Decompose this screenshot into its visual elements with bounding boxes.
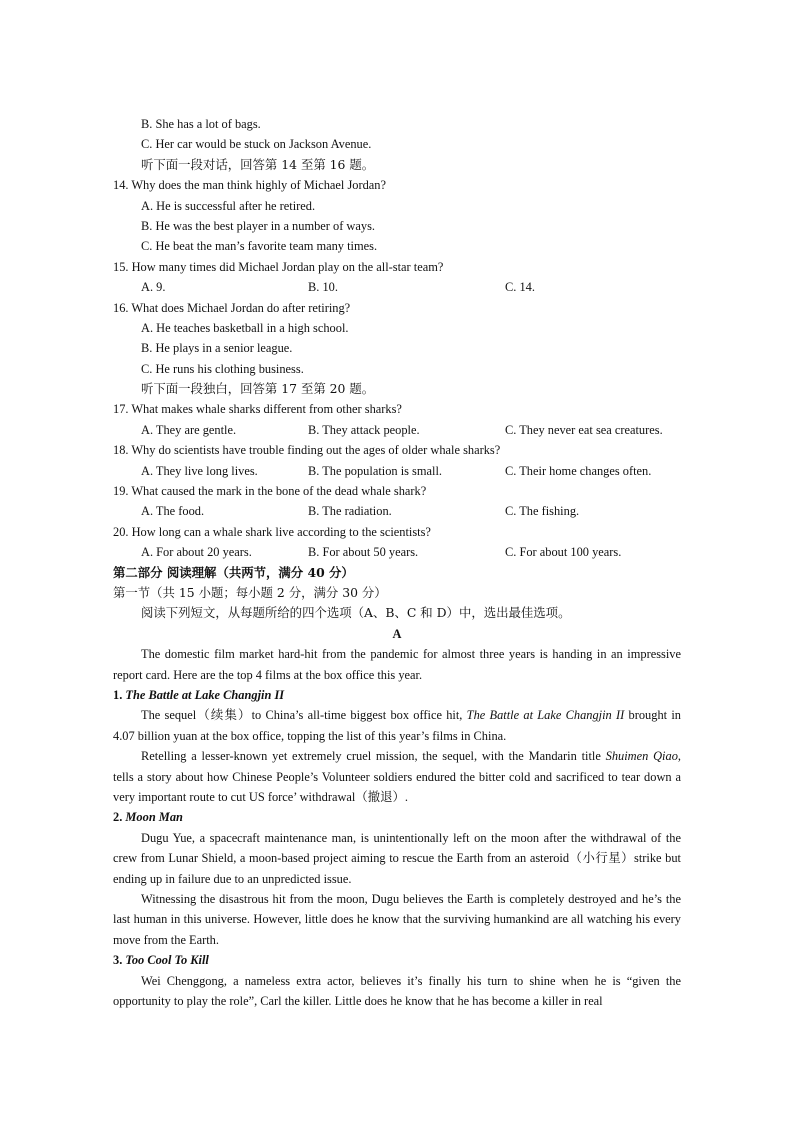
q20-option-b: B. For about 50 years. bbox=[308, 545, 419, 560]
film1-p2-text-b: , tells a story about how Chinese People’s Volunteer soldiers endured the bitter cold and sacrificed to tear down a very important route to cut US force’ withdrawal（撤退）. bbox=[113, 749, 681, 804]
film1-paragraph2 bbox=[113, 746, 681, 807]
q13-option-b: B. She has a lot of bags. bbox=[141, 117, 261, 131]
film1-p2-text-a: Retelling a lesser-known yet extremely cruel mission, the sequel, with the Mandarin title bbox=[141, 749, 606, 764]
film3-number: 3. bbox=[113, 953, 123, 968]
question-17-stem: 17. What makes whale sharks different from other sharks? bbox=[113, 402, 402, 417]
section1-title: 第一节（共 15 小题；每小题 2 分，满分 30 分） bbox=[113, 584, 387, 600]
film2-heading bbox=[113, 807, 681, 827]
instruction-17-20: 听下面一段独白，回答第 17 至第 20 题。 bbox=[141, 381, 375, 397]
exam-page bbox=[113, 114, 681, 1011]
q14-option-c: C. He beat the man’s favorite team many times. bbox=[141, 239, 378, 254]
film2-number: 2. bbox=[113, 810, 123, 825]
q14-option-a: A. He is successful after he retired. bbox=[141, 198, 316, 213]
film1-heading bbox=[113, 685, 681, 705]
q20-option-c: C. For about 100 years. bbox=[505, 545, 622, 560]
question-19-stem: 19. What caused the mark in the bone of the dead whale shark? bbox=[113, 484, 427, 499]
film1-title: The Battle at Lake Changjin II bbox=[125, 687, 285, 702]
q15-option-c: C. 14. bbox=[505, 280, 535, 295]
question-14-stem: 14. Why does the man think highly of Michael Jordan? bbox=[113, 178, 386, 193]
q19-option-b: B. The radiation. bbox=[308, 504, 392, 519]
film3-paragraph1: Wei Chenggong, a nameless extra actor, believes it’s finally his turn to shine when he is “given the opportunity to play the role”, Carl the killer. Little does he know that he has become a killer in real bbox=[113, 973, 681, 1009]
part2-title: 第二部分 阅读理解（共两节，满分 40 分） bbox=[113, 564, 354, 580]
film2-paragraph1: Dugu Yue, a spacecraft maintenance man, is unintentionally left on the moon after the withdrawal of the crew from Lunar Shield, a moon-based project aiming to rescue the Earth from an asteroid（小行星）strike but ending up in failure due to an unpredicted issue. bbox=[113, 830, 681, 886]
q19-option-c: C. The fishing. bbox=[505, 504, 580, 519]
section1-instruction: 阅读下列短文，从每题所给的四个选项（A、B、C 和 D）中，选出最佳选项。 bbox=[141, 605, 571, 621]
q15-option-b: B. 10. bbox=[308, 280, 338, 295]
film1-p1-text-b: brought in 4.07 billion yuan at the box office, topping the list of this year’s films in China. bbox=[113, 708, 681, 743]
film3-title: Too Cool To Kill bbox=[125, 953, 209, 968]
film2-paragraph2: Witnessing the disastrous hit from the moon, Dugu believes the Earth is completely destroyed and he’s the last human in this universe. However, little does he know that the surviving humankind are all watching his every move from the Earth. bbox=[113, 892, 681, 947]
passage-label: A bbox=[392, 626, 402, 641]
question-20-stem: 20. How long can a whale shark live according to the scientists? bbox=[113, 524, 431, 539]
film1-number: 1. bbox=[113, 687, 123, 702]
q17-option-b: B. They attack people. bbox=[308, 422, 420, 437]
film1-p1-title: The Battle at Lake Changjin II bbox=[466, 708, 625, 723]
q20-option-a: A. For about 20 years. bbox=[141, 545, 252, 560]
q18-option-c: C. Their home changes often. bbox=[505, 463, 652, 478]
film1-paragraph1 bbox=[113, 705, 681, 746]
q16-option-b: B. He plays in a senior league. bbox=[141, 341, 293, 356]
question-15-stem: 15. How many times did Michael Jordan play on the all-star team? bbox=[113, 259, 444, 274]
q15-option-a: A. 9. bbox=[141, 280, 166, 295]
instruction-14-16: 听下面一段对话，回答第 14 至第 16 题。 bbox=[141, 156, 375, 172]
q20-options bbox=[113, 542, 681, 562]
q18-option-a: A. They live long lives. bbox=[141, 463, 258, 478]
q19-options bbox=[113, 501, 681, 521]
q14-option-b: B. He was the best player in a number of ways. bbox=[141, 218, 375, 233]
passage-intro: The domestic film market hard-hit from the pandemic for almost three years is handing in an impressive report card. Here are the top 4 films at the box office this year. bbox=[113, 647, 681, 682]
film2-title: Moon Man bbox=[125, 810, 183, 825]
q18-options bbox=[113, 461, 681, 481]
question-16-stem: 16. What does Michael Jordan do after retiring? bbox=[113, 300, 351, 315]
q17-option-c: C. They never eat sea creatures. bbox=[505, 422, 663, 437]
question-18-stem: 18. Why do scientists have trouble finding out the ages of older whale sharks? bbox=[113, 443, 501, 458]
q17-options bbox=[113, 420, 681, 440]
q16-option-a: A. He teaches basketball in a high school. bbox=[141, 320, 349, 335]
film1-p1-text-a: The sequel（续集）to China’s all-time biggest box office hit, bbox=[141, 708, 467, 723]
q19-option-a: A. The food. bbox=[141, 504, 205, 519]
q17-option-a: A. They are gentle. bbox=[141, 422, 237, 437]
q15-options bbox=[113, 277, 681, 297]
q13-option-c: C. Her car would be stuck on Jackson Avenue. bbox=[141, 137, 372, 152]
q16-option-c: C. He runs his clothing business. bbox=[141, 361, 304, 376]
q18-option-b: B. The population is small. bbox=[308, 463, 442, 478]
film3-heading bbox=[113, 950, 681, 970]
film1-p2-title: Shuimen Qiao bbox=[605, 749, 678, 764]
